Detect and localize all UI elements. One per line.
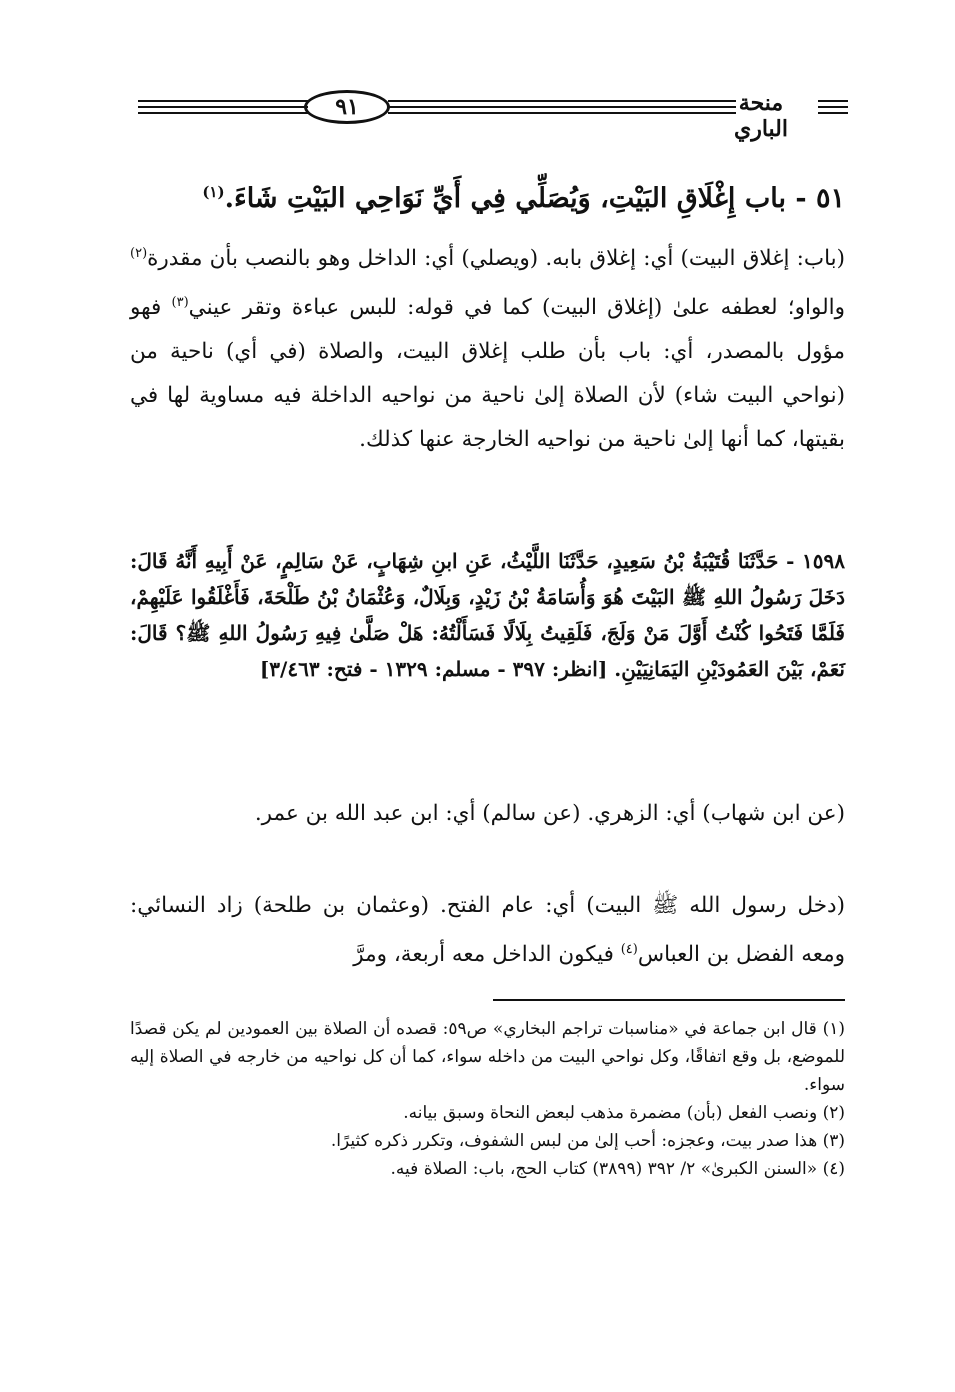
footnote: (٣) هذا صدر بيت، وعجزه: أحب إلىٰ من لبس الشفوف، وتكرر ذكره كثيرًا. bbox=[330, 1131, 845, 1151]
footnote-ref: (٣) bbox=[171, 295, 189, 311]
chapter-title: ٥١ - باب إِغْلَاقِ البَيْتِ، وَيُصَلِّي فِي أَيِّ نَوَاحِي البَيْتِ شَاءَ. bbox=[224, 183, 845, 214]
footnote-ref: (٤) bbox=[620, 942, 638, 957]
page-number: ٩١ bbox=[304, 90, 390, 124]
running-header bbox=[130, 86, 845, 142]
header-rule bbox=[138, 100, 308, 102]
paragraph-text: فيكون الداخل معه أربعة، ومرَّ bbox=[353, 942, 621, 968]
paragraph-text: (باب: إغلاق البيت) أي: إغلاق بابه. (ويصلي) أي: الداخل وهو بالنصب بأن مقدرة bbox=[147, 246, 845, 272]
footnote-ref: (٢) bbox=[130, 246, 148, 261]
chapter-heading bbox=[130, 170, 845, 221]
header-rule bbox=[388, 100, 736, 102]
paragraph-text: والواو؛ لعطفه علىٰ (إغلاق البيت) كما في قوله: للبس عباءة وتقر عيني bbox=[188, 295, 845, 321]
paragraph-text: فهو مؤول بالمصدر، أي: باب بأن طلب إغلاق البيت، والصلاة (في أي) ناحية من (نواحي البيت شاء) لأن الصلاة إلىٰ ناحية من نواحيه الداخلة فيه مساوية لها في بقيتها، كما أنها إلىٰ ناحية من نواحيه الخارجة عنها كذلك. bbox=[130, 295, 845, 453]
header-rule bbox=[138, 112, 308, 114]
footnote: (٢) ونصب الفعل (بأن) مضمرة مذهب لبعض النحاة وسبق بيانه. bbox=[403, 1103, 845, 1123]
footnote-separator bbox=[493, 999, 845, 1001]
footnote: (٤) «السنن الكبرىٰ» ٢/ ٣٩٢ (٣٨٩٩) كتاب الحج، باب: الصلاة فيه. bbox=[390, 1159, 845, 1179]
header-rule bbox=[818, 100, 848, 102]
hadith-text: ١٥٩٨ - حَدَّثَنَا قُتَيْبَةُ بْنُ سَعِيدٍ، حَدَّثَنَا اللَّيْثُ، عَنِ ابنِ شِهَابٍ، عَنْ سَالِمٍ، عَنْ أَبِيهِ أَنَّهُ قَالَ: دَخَلَ رَسُولُ اللهِ ﷺ البَيْتَ هُوَ وَأُسَامَةُ بْنُ زَيْدٍ، وَبِلَالٌ، وَعُثْمَانُ بْنُ طَلْحَةَ، فَأَغْلَقُوا عَلَيْهِمْ، فَلَمَّا فَتَحُوا كُنْتُ أَوَّلَ مَنْ وَلَجَ، فَلَقِيتُ بِلَالًا فَسَأَلْتُهُ: هَلْ صَلَّىٰ فِيهِ رَسُولُ اللهِ ﷺ؟ قَالَ: نَعَمْ، بَيْنَ العَمُودَيْنِ اليَمَانِيَيْنِ. [انظر: ٣٩٧ - مسلم: ١٣٢٩ - فتح: ٣/٤٦٣] bbox=[130, 549, 845, 681]
header-rule bbox=[138, 106, 308, 108]
header-rule bbox=[818, 106, 848, 108]
header-rule bbox=[818, 112, 848, 114]
footnote: (١) قال ابن جماعة في «مناسبات تراجم البخاري» ص٥٩: قصده أن الصلاة بين العمودين لم يكن قصدًا للموضع، بل وقع اتفاقًا، وكل نواحي البيت من داخله سواء، كما أن كل نواحيه من خارجه في الصلاة إليه سواء. bbox=[130, 1019, 845, 1095]
header-rule bbox=[388, 112, 736, 114]
paragraph-text: (دخل رسول الله ﷺ البيت) أي: عام الفتح. (وعثمان بن طلحة) زاد النسائي: ومعه الفضل بن العباس bbox=[130, 893, 845, 968]
footnote-ref: (١) bbox=[202, 183, 225, 201]
commentary-paragraph bbox=[130, 232, 845, 462]
book-title: منحة الباري bbox=[733, 90, 788, 142]
footnotes-list bbox=[130, 1015, 845, 1183]
commentary-paragraph: (عن ابن شهاب) أي: الزهري. (عن سالم) أي: ابن عبد الله بن عمر. bbox=[254, 801, 845, 826]
header-rule bbox=[388, 106, 736, 108]
commentary-paragraph bbox=[130, 884, 845, 977]
